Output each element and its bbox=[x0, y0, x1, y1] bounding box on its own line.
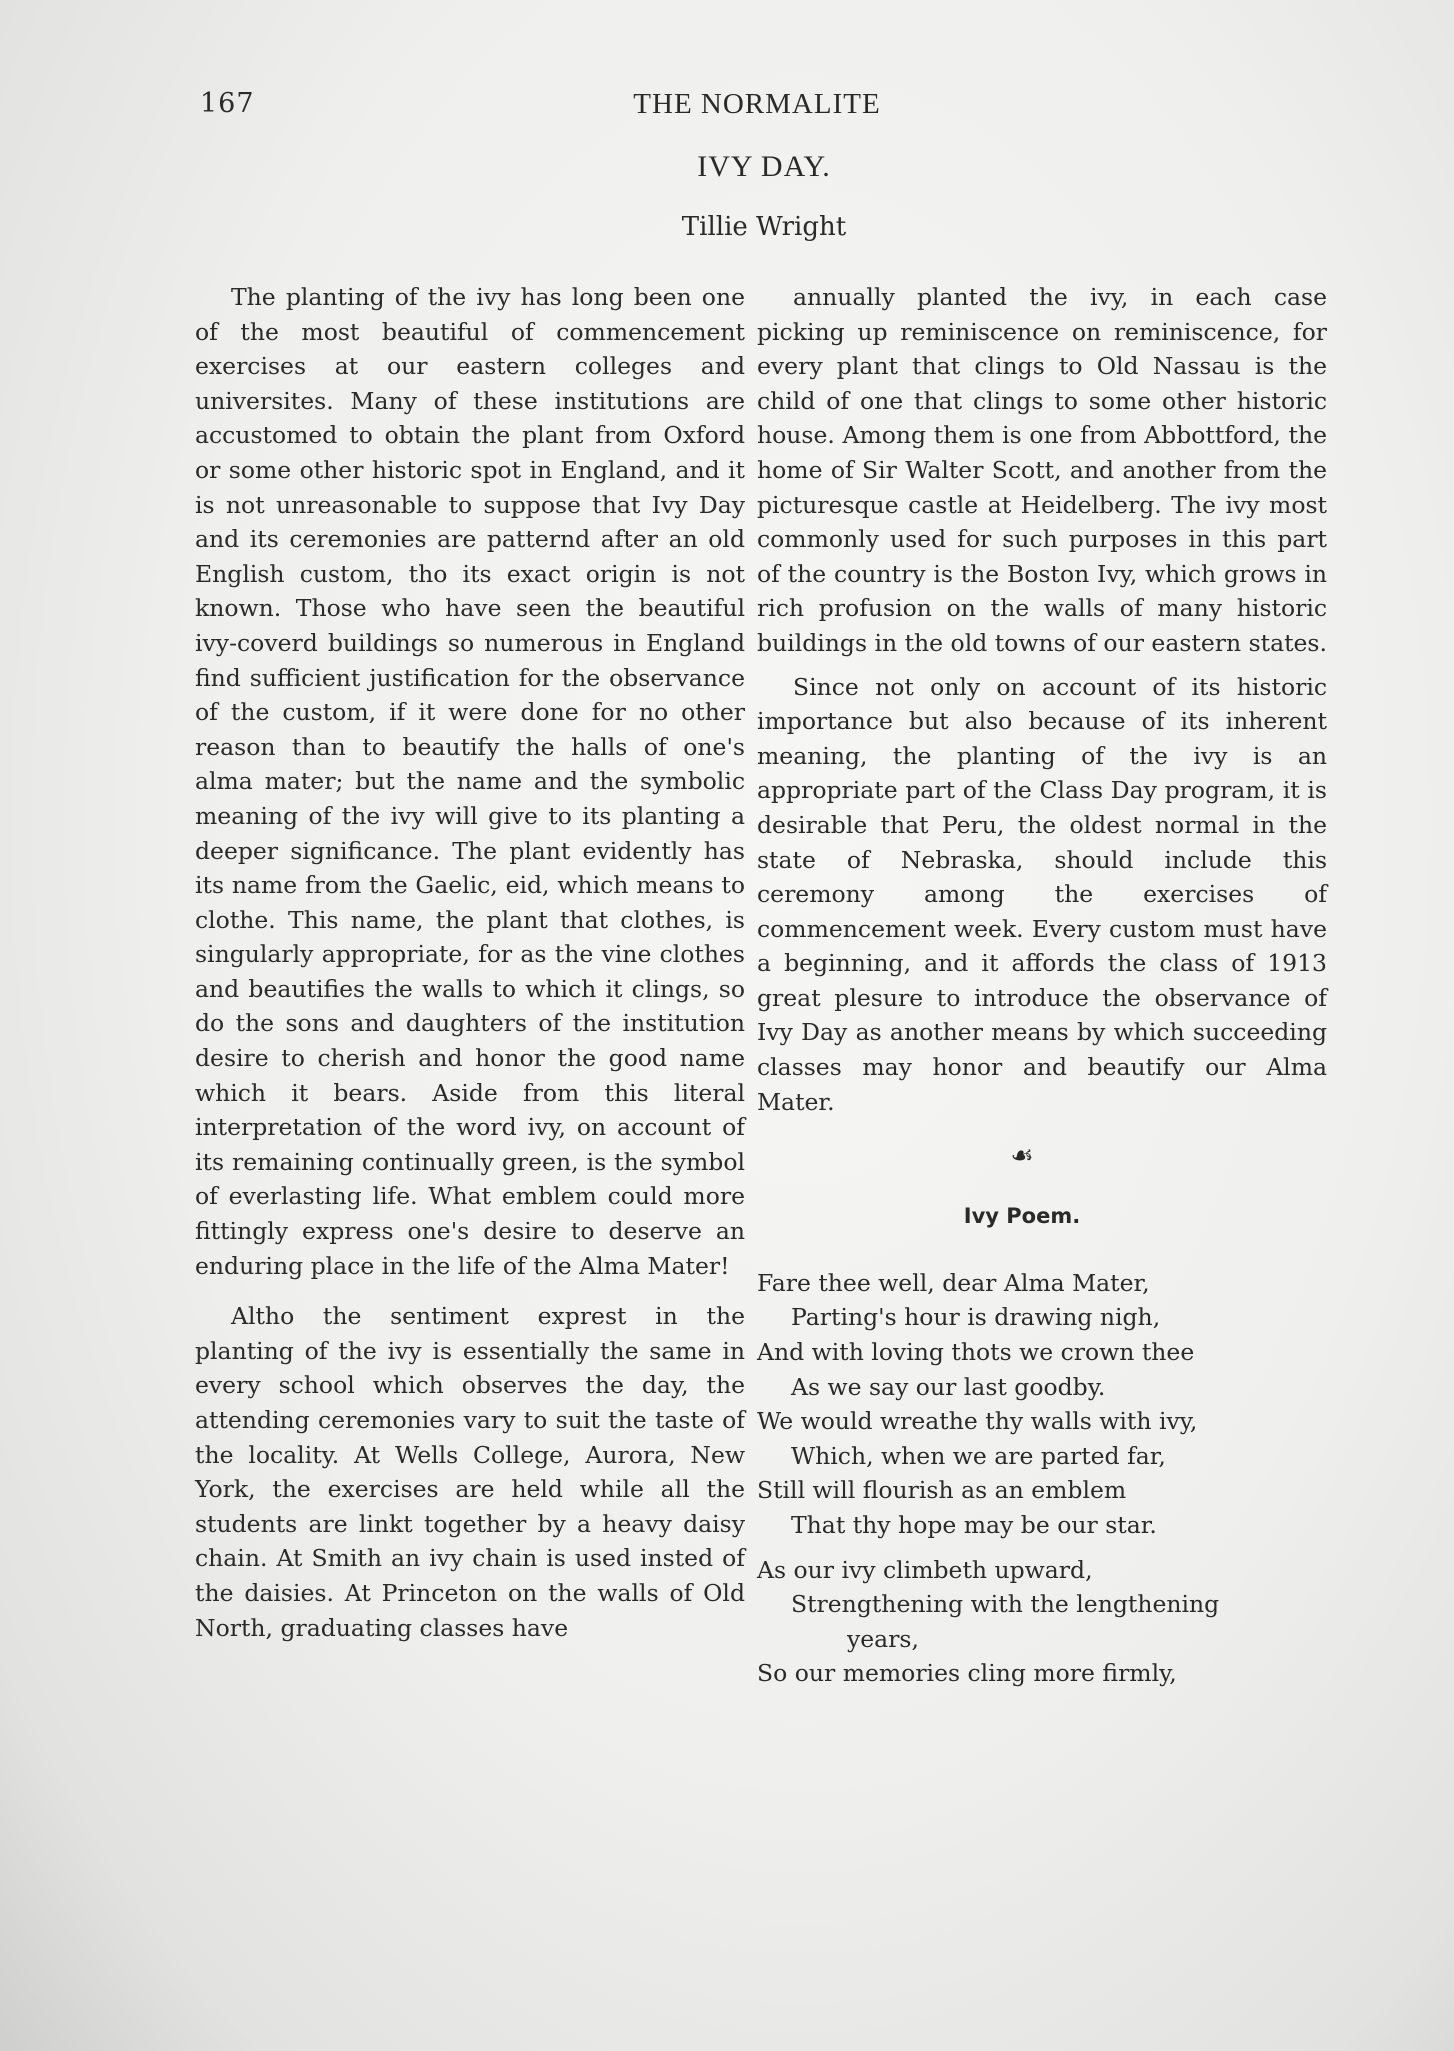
poem-line: Fare thee well, dear Alma Mater, bbox=[757, 1268, 1150, 1297]
page-number: 167 bbox=[200, 88, 255, 119]
poem-line: As we say our last goodby. bbox=[791, 1372, 1106, 1401]
poem bbox=[757, 1266, 1327, 1691]
poem-line: Parting's hour is drawing nigh, bbox=[791, 1303, 1161, 1332]
article-title: IVY DAY. bbox=[697, 150, 831, 183]
left-column bbox=[195, 280, 745, 1645]
poem-line: As our ivy climbeth upward, bbox=[757, 1555, 1093, 1584]
poem-line: That thy hope may be our star. bbox=[791, 1511, 1157, 1539]
right-column bbox=[757, 280, 1327, 1691]
article-paragraph: Since not only on account of its historic importance but also because of its inherent meaning, the planting of the ivy is an appropriate part of the Class Day program, it is desirable that Peru, the oldest normal in the state of Nebraska, should include this ceremony among the exercises of commencement week. Every custom must have a beginning, and it affords the class of 1913 great plesure to introduce the observance of Ivy Day as another means by which succeeding classes may honor and beautify our Alma Mater. bbox=[757, 672, 1327, 1116]
article-paragraph: Altho the sentiment exprest in the planting of the ivy is essentially the same in every school which observes the day, the attending ceremonies vary to suit the taste of the locality. At Wells College, Aurora, New York, the exercises are held while all the students are linkt together by a heavy daisy chain. At Smith an ivy chain is used insted of the daisies. At Princeton on the walls of Old North, graduating classes have bbox=[195, 1302, 745, 1642]
fleuron-ornament-icon: ☙ bbox=[1010, 1141, 1034, 1172]
poem-stanza bbox=[757, 1553, 1327, 1691]
poem-line: We would wreathe thy walls with ivy, bbox=[757, 1407, 1198, 1436]
poem-line: Which, when we are parted far, bbox=[791, 1441, 1166, 1470]
running-head: THE NORMALITE bbox=[633, 88, 881, 120]
poem-line: years, bbox=[847, 1624, 919, 1653]
poem-line: Strengthening with the lengthening bbox=[791, 1590, 1220, 1619]
poem-line: So our memories cling more firmly, bbox=[757, 1659, 1177, 1688]
poem-title: Ivy Poem. bbox=[963, 1204, 1081, 1229]
article-author: Tillie Wright bbox=[681, 212, 847, 242]
article-paragraph: The planting of the ivy has long been one of the most beautiful of commencement exercises at our eastern colleges and universites. Many of these institutions are accustomed to obtain the plant from Oxford or some other historic spot in England, and it is not unreasonable to suppose that Ivy Day and its ceremonies are patternd after an old English custom, tho its exact origin is not known. Those who have seen the beautiful ivy-coverd buildings so numerous in England find sufficient justification for the observance of the custom, if it were done for no other reason than to beautify the halls of one's alma mater; but the name and the symbolic meaning of the ivy will give to its planting a deeper significance. The plant evidently has its name from the Gaelic, eid, which means to clothe. This name, the plant that clothes, is singularly appropriate, for as the vine clothes and beautifies the walls to which it clings, so do the sons and daughters of the institution desire to cherish and honor the good name which it bears. Aside from this literal interpretation of the word ivy, on account of its remaining continually green, is the symbol of everlasting life. What emblem could more fittingly express one's desire to deserve an enduring place in the life of the Alma Mater! bbox=[195, 283, 745, 1280]
poem-line: Still will flourish as an emblem bbox=[757, 1476, 1127, 1505]
article-paragraph: annually planted the ivy, in each case picking up reminiscence on reminiscence, for every plant that clings to Old Nassau is the child of one that clings to some other historic house. Among them is one from Abbottford, the home of Sir Walter Scott, and another from the picturesque castle at Heidelberg. The ivy most commonly used for such purposes in this part of the country is the Boston Ivy, which grows in rich profusion on the walls of many historic buildings in the old towns of our eastern states. bbox=[757, 283, 1327, 657]
poem-stanza bbox=[757, 1266, 1327, 1543]
poem-line: And with loving thots we crown thee bbox=[757, 1338, 1195, 1367]
